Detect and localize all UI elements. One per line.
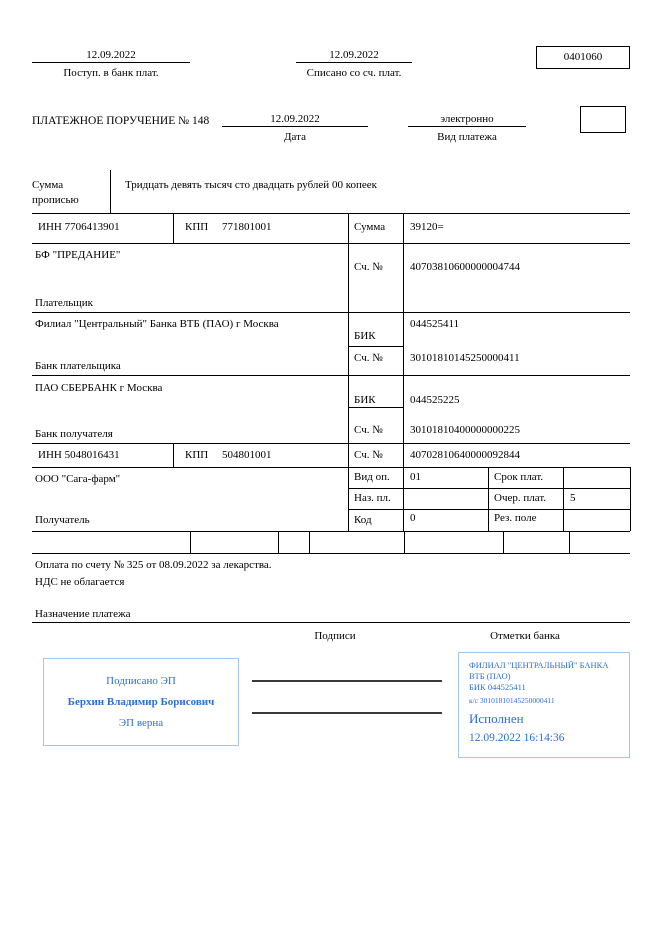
receiver-inn-label: ИНН xyxy=(38,449,62,461)
payer-kpp-label: КПП xyxy=(185,221,209,233)
code-label: Код xyxy=(354,514,372,526)
table-border xyxy=(563,467,564,531)
table-border xyxy=(488,467,489,531)
receiver-kpp-value: 504801001 xyxy=(222,449,272,461)
signatures-heading: Подписи xyxy=(314,630,356,642)
payer-bank-bik: 044525411 xyxy=(410,318,460,330)
table-border xyxy=(348,346,403,347)
table-border xyxy=(190,531,191,553)
table-border xyxy=(173,213,174,243)
table-border xyxy=(569,531,570,553)
debited-date: 12.09.2022 xyxy=(296,49,412,63)
payer-inn-value: 7706413901 xyxy=(64,221,120,233)
receiver-section-label: Получатель xyxy=(35,514,90,526)
table-border xyxy=(503,531,504,553)
form-code: 0401060 xyxy=(563,51,603,63)
payer-bank-bik-label: БИК xyxy=(354,330,376,342)
receiver-bank-section-label: Банк получателя xyxy=(35,428,113,440)
esign-signer-name: Берхин Владимир Борисович xyxy=(67,696,215,708)
received-date-label: Поступ. в банк плат. xyxy=(63,67,159,79)
signature-line-2 xyxy=(252,712,442,714)
table-border xyxy=(32,531,630,532)
stamp-corr-account: к/с 30101810145250000411 xyxy=(469,696,555,705)
stamp-datetime: 12.09.2022 16:14:36 xyxy=(469,732,565,744)
status-box-empty xyxy=(580,106,626,133)
receiver-bank-account: 30101810400000000225 xyxy=(410,424,520,436)
payer-bank-section-label: Банк плательщика xyxy=(35,360,121,372)
stamp-status: Исполнен xyxy=(469,711,524,726)
priority-value: 5 xyxy=(570,492,576,504)
payer-inn-label: ИНН xyxy=(38,221,62,233)
pay-term-label: Срок плат. xyxy=(494,471,544,483)
sum-value: 39120= xyxy=(410,221,444,233)
table-border xyxy=(309,531,310,553)
payer-account-label: Сч. № xyxy=(354,261,383,273)
purpose-line-2: НДС не облагается xyxy=(35,576,125,588)
receiver-kpp-label: КПП xyxy=(185,449,209,461)
table-border xyxy=(348,509,630,510)
receiver-bank-bik: 044525225 xyxy=(410,394,460,406)
payer-bank-name: Филиал "Центральный" Банка ВТБ (ПАО) г Москва xyxy=(35,318,279,330)
table-border xyxy=(348,407,403,408)
payment-kind-label: Вид платежа xyxy=(437,131,497,143)
stamp-bik: БИК 044525411 xyxy=(469,682,526,692)
table-border xyxy=(404,531,405,553)
table-border xyxy=(278,531,279,553)
table-border xyxy=(32,443,630,444)
table-border xyxy=(32,312,630,313)
table-border xyxy=(630,467,631,531)
debited-date-label: Списано со сч. плат. xyxy=(306,67,402,79)
esign-line-3: ЭП верна xyxy=(118,717,164,729)
res-field-label: Рез. поле xyxy=(494,512,537,524)
payer-name: БФ "ПРЕДАНИЕ" xyxy=(35,249,121,261)
table-border xyxy=(32,375,630,376)
purpose-line-1: Оплата по счету № 325 от 08.09.2022 за лекарства. xyxy=(35,559,272,571)
signature-line-1 xyxy=(252,680,442,682)
table-border xyxy=(110,170,111,213)
amount-words-value: Тридцать девять тысяч сто двадцать рублей 00 копеек xyxy=(125,179,377,191)
table-border xyxy=(32,213,630,214)
naz-pl-label: Наз. пл. xyxy=(354,492,391,504)
payer-account: 40703810600000004744 xyxy=(410,261,520,273)
receiver-account-label: Сч. № xyxy=(354,449,383,461)
receiver-inn-value: 5048016431 xyxy=(64,449,120,461)
payer-section-label: Плательщик xyxy=(35,297,93,309)
table-border xyxy=(348,213,349,531)
receiver-bank-bik-label: БИК xyxy=(354,394,376,406)
amount-words-label: Сумма прописью xyxy=(32,179,79,206)
document-title: ПЛАТЕЖНОЕ ПОРУЧЕНИЕ № 148 xyxy=(32,115,210,127)
receiver-bank-name: ПАО СБЕРБАНК г Москва xyxy=(35,382,163,394)
priority-label: Очер. плат. xyxy=(494,492,547,504)
table-border xyxy=(173,443,174,467)
receiver-name: ООО "Сага-фарм" xyxy=(35,473,121,485)
bank-stamp xyxy=(458,652,630,758)
form-code-box xyxy=(536,46,630,69)
document-date-label: Дата xyxy=(284,131,306,143)
table-border xyxy=(32,553,630,554)
payer-bank-account: 30101810145250000411 xyxy=(410,352,520,364)
op-kind-value: 01 xyxy=(410,471,421,483)
table-border xyxy=(32,467,630,468)
table-border xyxy=(403,213,404,531)
document-date: 12.09.2022 xyxy=(222,113,368,127)
receiver-bank-account-label: Сч. № xyxy=(354,424,383,436)
sum-label: Сумма xyxy=(354,221,386,233)
table-border xyxy=(32,243,630,244)
payer-bank-account-label: Сч. № xyxy=(354,352,383,364)
received-date: 12.09.2022 xyxy=(32,49,190,63)
receiver-account: 40702810640000092844 xyxy=(410,449,520,461)
payment-kind: электронно xyxy=(408,113,526,127)
esign-stamp xyxy=(43,658,239,746)
receiver-inn xyxy=(38,449,120,462)
table-border xyxy=(348,488,630,489)
table-border xyxy=(32,622,630,623)
payer-inn xyxy=(38,221,120,234)
stamp-bank-name-line-2: ВТБ (ПАО) xyxy=(469,671,511,681)
code-value: 0 xyxy=(410,512,416,524)
bank-marks-heading: Отметки банка xyxy=(490,630,560,642)
stamp-bank-name-line-1: ФИЛИАЛ "ЦЕНТРАЛЬНЫЙ" БАНКА xyxy=(469,660,609,670)
esign-line-1: Подписано ЭП xyxy=(106,675,176,687)
payer-kpp-value: 771801001 xyxy=(222,221,272,233)
purpose-section-label: Назначение платежа xyxy=(35,608,131,620)
op-kind-label: Вид оп. xyxy=(354,471,390,483)
